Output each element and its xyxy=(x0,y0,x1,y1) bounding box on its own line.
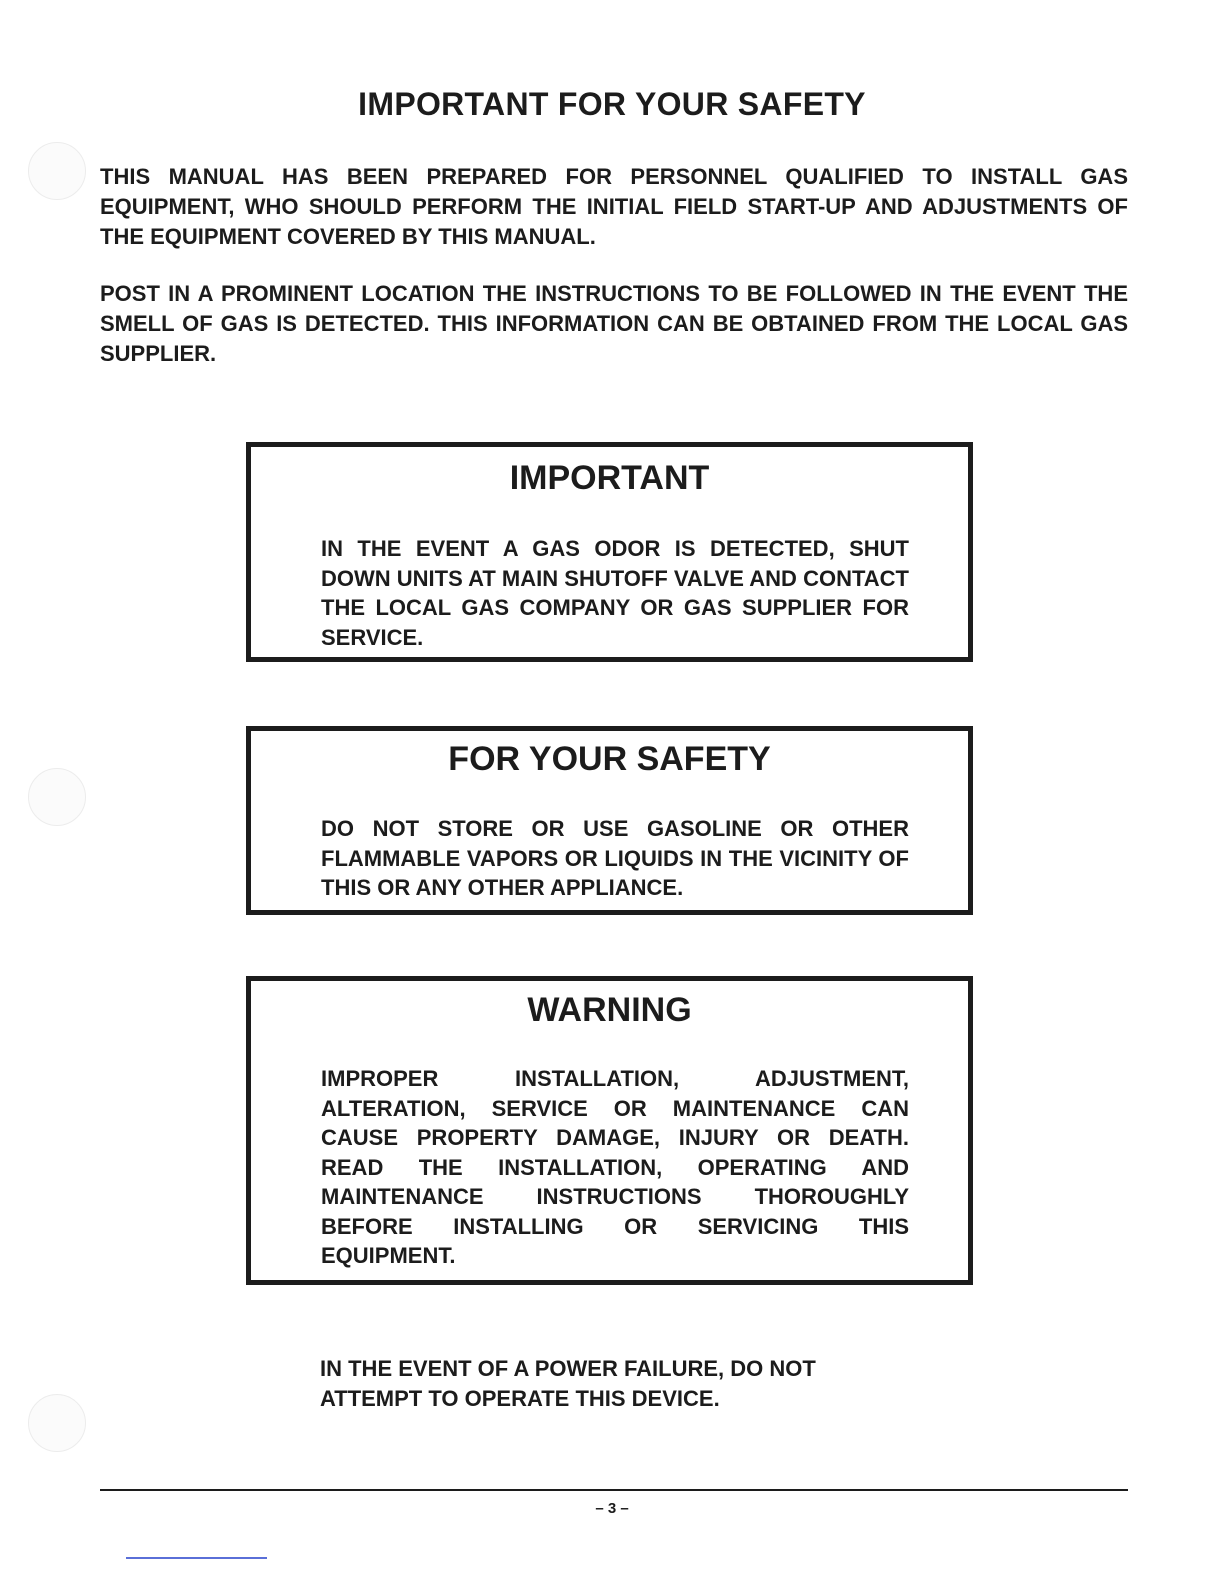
important-body: IN THE EVENT A GAS ODOR IS DETECTED, SHUT DOWN UNITS AT MAIN SHUTOFF VALVE AND CONTACT THE LOCAL GAS COMPANY OR GAS SUPPLIER FOR SERVICE. xyxy=(321,536,909,650)
punch-hole-top xyxy=(28,142,86,200)
warning-notice-box xyxy=(246,976,973,1285)
important-heading: IMPORTANT xyxy=(509,459,710,497)
warning-heading: WARNING xyxy=(527,991,692,1029)
page-title: IMPORTANT FOR YOUR SAFETY xyxy=(358,86,866,122)
important-notice-box xyxy=(246,442,973,662)
safety-heading: FOR YOUR SAFETY xyxy=(448,740,771,778)
warning-body: IMPROPER INSTALLATION, ADJUSTMENT, ALTERATION, SERVICE OR MAINTENANCE CAN CAUSE PROPERTY DAMAGE, INJURY OR DEATH. READ THE INSTALLATION, OPERATING AND MAINTENANCE INSTRUCTIONS THOROUGHLY BEFORE INSTALLING OR SERVICING THIS EQUIPMENT. xyxy=(321,1066,909,1268)
scan-artifact-line xyxy=(126,1557,267,1559)
punch-hole-middle xyxy=(28,768,86,826)
intro-paragraph-qualified-personnel: THIS MANUAL HAS BEEN PREPARED FOR PERSONNEL QUALIFIED TO INSTALL GAS EQUIPMENT, WHO SHOULD PERFORM THE INITIAL FIELD START-UP AND ADJUSTMENTS OF THE EQUIPMENT COVERED BY THIS MANUAL. xyxy=(100,164,1128,249)
page-number: – 3 – xyxy=(595,1500,629,1517)
intro-paragraph-gas-smell-instructions: POST IN A PROMINENT LOCATION THE INSTRUCTIONS TO BE FOLLOWED IN THE EVENT THE SMELL OF GAS IS DETECTED. THIS INFORMATION CAN BE OBTAINED FROM THE LOCAL GAS SUPPLIER. xyxy=(100,281,1128,366)
punch-hole-bottom xyxy=(28,1394,86,1452)
power-failure-note: IN THE EVENT OF A POWER FAILURE, DO NOT ATTEMPT TO OPERATE THIS DEVICE. xyxy=(320,1356,816,1411)
footer-divider xyxy=(100,1489,1128,1491)
safety-body: DO NOT STORE OR USE GASOLINE OR OTHER FLAMMABLE VAPORS OR LIQUIDS IN THE VICINITY OF THIS OR ANY OTHER APPLIANCE. xyxy=(321,816,909,900)
safety-notice-box xyxy=(246,726,973,915)
